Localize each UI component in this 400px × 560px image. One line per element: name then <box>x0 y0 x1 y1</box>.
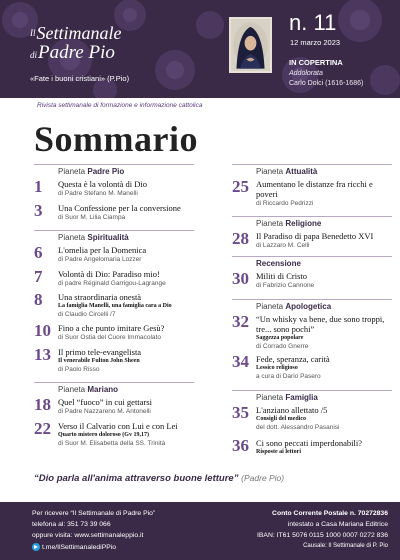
masthead <box>0 0 400 98</box>
article-title: “Un whisky va bene, due sono troppi, tre... sono pochi” <box>256 314 385 334</box>
footer-holder: intestato a Casa Mariana Editrice <box>287 521 388 528</box>
cover-title: Addolorata <box>289 70 323 77</box>
article-subtitle: Consigli del medico <box>256 416 307 422</box>
article-subtitle: Quarto mistero doloroso (Gv 19,17) <box>58 432 149 438</box>
article-title: Aumentano le distanze fra ricchi e poveri <box>256 179 373 199</box>
article-author: di Padre Nazzareno M. Antonelli <box>58 408 151 415</box>
footer-telegram-link[interactable]: t.me/IlSettimanalediPPio <box>42 543 117 551</box>
article-author: di Riccardo Pedrizzi <box>256 200 314 207</box>
addolorata-painting-icon <box>231 19 270 71</box>
padre-pio-quote <box>34 473 284 484</box>
toc-entry[interactable] <box>34 245 194 269</box>
magazine-subtitle: Rivista settimanale di formazione e informazione cattolica <box>37 102 203 109</box>
section-name: Famiglia <box>285 393 318 402</box>
footer-causale: Causale: Il Settimanale di P. Pio <box>303 543 388 549</box>
section-prefix: Pianeta <box>58 233 86 242</box>
toc-entry[interactable] <box>34 203 194 226</box>
page-number: 8 <box>34 290 43 309</box>
cover-painting <box>229 17 272 73</box>
article-title: Fino a che punto imitare Gesù? <box>58 323 165 333</box>
toc-entry[interactable] <box>232 179 392 212</box>
toc-entry[interactable] <box>34 421 194 452</box>
footer-website-link[interactable]: oppure visita: www.settimanaleppio.it <box>32 532 144 539</box>
section-name: Mariano <box>87 385 119 394</box>
toc-entry[interactable] <box>232 405 392 438</box>
section-name: Religione <box>285 219 322 228</box>
article-subtitle: Saggezza popolare <box>256 335 304 341</box>
page-number: 32 <box>232 312 249 331</box>
article-title: Verso il Calvario con Lui e con Lei <box>58 421 178 431</box>
article-title: Una Confessione per la conversione <box>58 203 181 213</box>
article-title: Militi di Cristo <box>256 271 308 281</box>
toc-left-column <box>34 160 194 452</box>
page-number: 7 <box>34 267 43 286</box>
page-title: Sommario <box>34 119 198 159</box>
article-author: di Padre Angelomaria Lozzer <box>58 256 142 263</box>
article-author: di padre Réginald Garrigou-Lagrange <box>58 280 166 287</box>
section-name: Spiritualità <box>87 233 129 242</box>
section-prefix: Pianeta <box>256 167 284 176</box>
page-number: 25 <box>232 177 249 196</box>
telegram-icon <box>32 543 40 551</box>
page-number: 13 <box>34 345 51 364</box>
section-header <box>34 164 194 179</box>
article-author: di Suor M. Elisabetta della SS. Trinità <box>58 440 166 447</box>
footer <box>0 502 400 560</box>
footer-phone: telefona al: 351 73 39 066 <box>32 521 111 528</box>
in-copertina-label: IN COPERTINA <box>289 58 343 67</box>
toc-entry[interactable] <box>34 179 194 203</box>
page-number: 3 <box>34 201 43 220</box>
page-number: 34 <box>232 352 249 371</box>
article-title: Il primo tele-evangelista <box>58 347 142 357</box>
toc-entry[interactable] <box>232 271 392 295</box>
logo-di: di <box>30 50 38 60</box>
toc-right-column <box>232 160 392 460</box>
article-author: a cura di Dario Pasero <box>256 373 321 380</box>
section-header <box>34 382 194 397</box>
page-number: 30 <box>232 269 249 288</box>
section-prefix: Pianeta <box>58 167 86 176</box>
magazine-logo <box>30 24 121 66</box>
page-number: 10 <box>34 321 51 340</box>
page-number: 35 <box>232 403 249 422</box>
article-title: L'anziano allettato /5 <box>256 405 328 415</box>
article-author: del dott. Alessandro Pasanisi <box>256 424 340 431</box>
article-title: Il Paradiso di papa Benedetto XVI <box>256 231 374 241</box>
toc-entry[interactable] <box>34 397 194 421</box>
article-title: Una straordinaria onestà <box>58 292 142 302</box>
section-prefix: Pianeta <box>256 302 284 311</box>
article-subtitle: Il venerabile Fulton John Sheen <box>58 358 140 364</box>
toc-entry[interactable] <box>232 231 392 256</box>
section-name: Recensione <box>256 259 301 268</box>
page-number: 1 <box>34 177 43 196</box>
toc-entry[interactable] <box>34 269 194 292</box>
footer-iban: IBAN: IT61 5076 0115 1000 0007 0272 836 <box>256 532 388 539</box>
page-number: 28 <box>232 229 249 248</box>
article-author: di Corrado Gnerre <box>256 343 309 350</box>
page-number: 36 <box>232 436 249 455</box>
footer-subscribe-line: Per ricevere “Il Settimanale di Padre Pio” <box>32 510 156 517</box>
article-subtitle: La famiglia Manelli, una famiglia cara a Dio <box>58 303 172 309</box>
issue-number: n. 11 <box>289 10 337 35</box>
toc-entry[interactable] <box>34 292 194 323</box>
toc-entry[interactable] <box>232 438 392 460</box>
article-author: di Fabrizio Cannone <box>256 282 315 289</box>
section-prefix: Pianeta <box>256 219 284 228</box>
article-title: Questa è la volontà di Dio <box>58 179 147 189</box>
article-subtitle: Lessico religioso <box>256 365 298 371</box>
page-number: 22 <box>34 419 51 438</box>
toc-entry[interactable] <box>34 323 194 347</box>
footer-telegram[interactable] <box>32 543 116 551</box>
article-title: Quel “fuoco” in cui gettarsi <box>58 397 152 407</box>
article-author: di Suor M. Lilia Ciampa <box>58 214 126 221</box>
section-prefix: Pianeta <box>256 393 284 402</box>
article-title: L'omelia per la Domenica <box>58 245 147 255</box>
page-number: 18 <box>34 395 51 414</box>
toc-entry[interactable] <box>34 347 194 378</box>
toc-entry[interactable] <box>232 354 392 386</box>
logo-padre-pio: Padre Pio <box>38 42 115 63</box>
section-header <box>232 256 392 271</box>
section-header <box>232 216 392 231</box>
logo-settimanale: Settimanale <box>36 23 122 43</box>
issue-date: 12 marzo 2023 <box>290 38 341 47</box>
page-number: 6 <box>34 243 43 262</box>
section-header <box>232 390 392 405</box>
section-name: Padre Pio <box>87 167 125 176</box>
footer-postal-account: Conto Corrente Postale n. 70272836 <box>272 510 388 517</box>
article-title: Ci sono peccati imperdonabili? <box>256 438 362 448</box>
section-prefix: Pianeta <box>58 385 86 394</box>
section-name: Apologetica <box>285 302 332 311</box>
section-header <box>232 299 392 314</box>
article-title: Volontà di Dio: Paradiso mio! <box>58 269 160 279</box>
quote-text: “Dio parla all'anima attraverso buone letture” <box>34 473 239 484</box>
article-subtitle: Risposte ai lettori <box>256 449 301 455</box>
article-author: di Claudio Circelli /7 <box>58 311 116 318</box>
section-header <box>34 230 194 245</box>
quote-attribution: (Padre Pio) <box>241 473 285 483</box>
logo-il: Il <box>30 28 36 38</box>
section-header <box>232 164 392 179</box>
article-title: Fede, speranza, carità <box>256 354 330 364</box>
toc-entry[interactable] <box>232 314 392 354</box>
section-name: Attualità <box>285 167 318 176</box>
article-author: di Lazzaro M. Celli <box>256 242 310 249</box>
article-author: di Padre Stefano M. Manelli <box>58 190 138 197</box>
motto: «Fate i buoni cristiani» (P.Pio) <box>30 74 130 83</box>
article-author: di Suor Ostia del Cuore Immacolato <box>58 334 161 341</box>
cover-author: Carlo Dolci (1616-1686) <box>289 80 364 87</box>
article-author: di Paolo Risso <box>58 366 100 373</box>
